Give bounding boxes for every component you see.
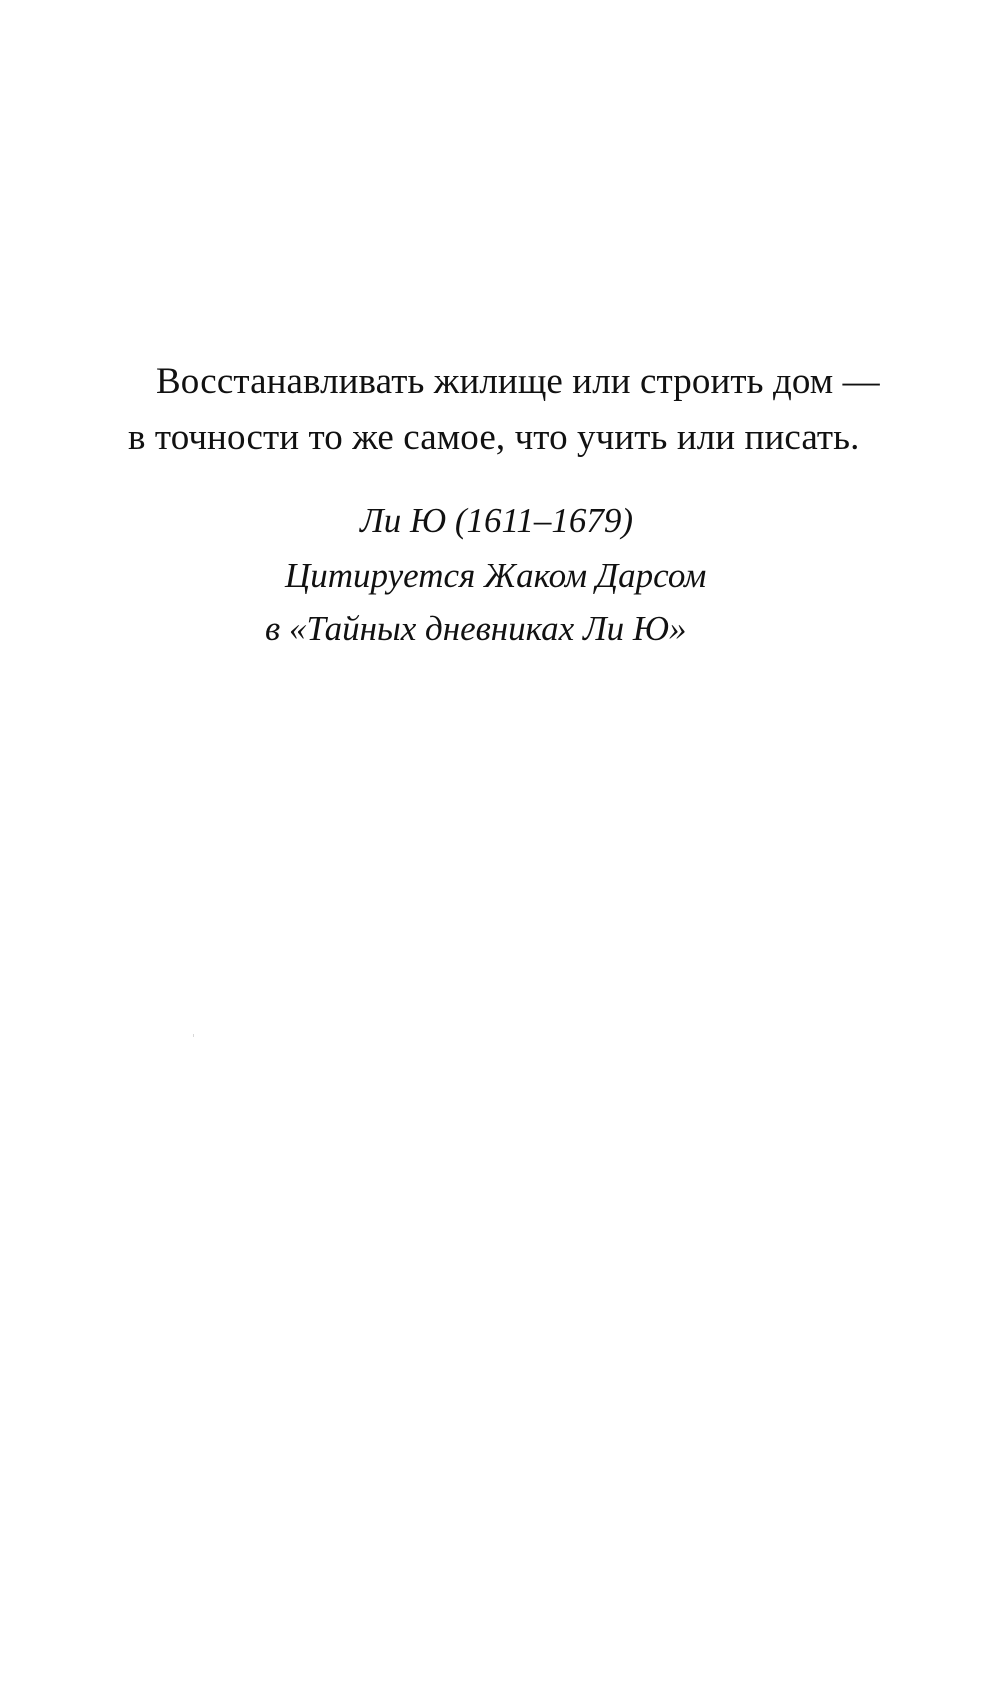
attribution-cited-by: Цитируется Жаком Дарсом: [285, 556, 707, 595]
epigraph-line-2: в точности то же самое, что учить или писать.: [128, 417, 860, 458]
attribution-author: Ли Ю (1611–1679): [360, 501, 634, 540]
epigraph-line-1: Восстанавливать жилище или строить дом —: [156, 361, 880, 402]
scan-speck: [193, 1034, 194, 1037]
attribution-source: в «Тайных дневниках Ли Ю»: [265, 609, 687, 648]
